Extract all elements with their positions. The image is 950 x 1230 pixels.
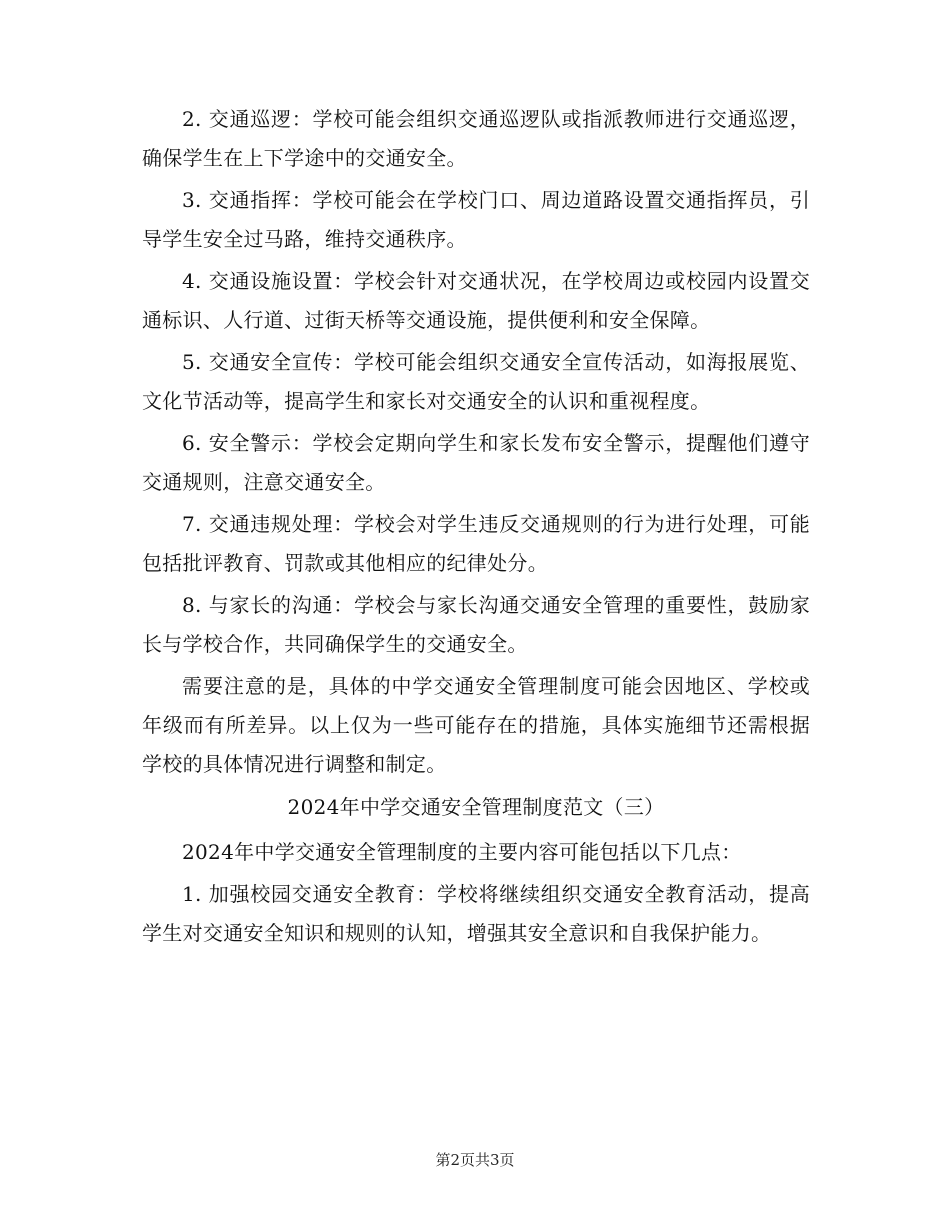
paragraph-item-3: 3. 交通指挥：学校可能会在学校门口、周边道路设置交通指挥员，引导学生安全过马路，维持交通秩序。 [142, 188, 810, 251]
paragraph-item-2: 2. 交通巡逻：学校可能会组织交通巡逻队或指派教师进行交通巡逻，确保学生在上下学途中的交通安全。 [142, 107, 810, 170]
paragraph-item-7: 7. 交通违规处理：学校会对学生违反交通规则的行为进行处理，可能包括批评教育、罚款或其他相应的纪律处分。 [142, 512, 810, 575]
paragraph-item-6: 6. 安全警示：学校会定期向学生和家长发布安全警示，提醒他们遵守交通规则，注意交通安全。 [142, 431, 810, 494]
section-heading: 2024年中学交通安全管理制度范文（三） [287, 795, 665, 819]
document-body [142, 100, 810, 956]
paragraph-item-8: 8. 与家长的沟通：学校会与家长沟通交通安全管理的重要性，鼓励家长与学校合作，共同确保学生的交通安全。 [142, 593, 810, 656]
paragraph-intro: 2024年中学交通安全管理制度的主要内容可能包括以下几点： [182, 840, 742, 864]
paragraph-item-4: 4. 交通设施设置：学校会针对交通状况，在学校周边或校园内设置交通标识、人行道、过街天桥等交通设施，提供便利和安全保障。 [142, 269, 810, 332]
paragraph-item-5: 5. 交通安全宣传：学校可能会组织交通安全宣传活动，如海报展览、文化节活动等，提高学生和家长对交通安全的认识和重视程度。 [142, 350, 810, 413]
page-number: 第2页共3页 [435, 1151, 515, 1169]
paragraph-note: 需要注意的是，具体的中学交通安全管理制度可能会因地区、学校或年级而有所差异。以上仅为一些可能存在的措施，具体实施细节还需根据学校的具体情况进行调整和制定。 [142, 674, 810, 776]
paragraph-item-1: 1. 加强校园交通安全教育：学校将继续组织交通安全教育活动，提高学生对交通安全知识和规则的认知，增强其安全意识和自我保护能力。 [142, 882, 810, 945]
